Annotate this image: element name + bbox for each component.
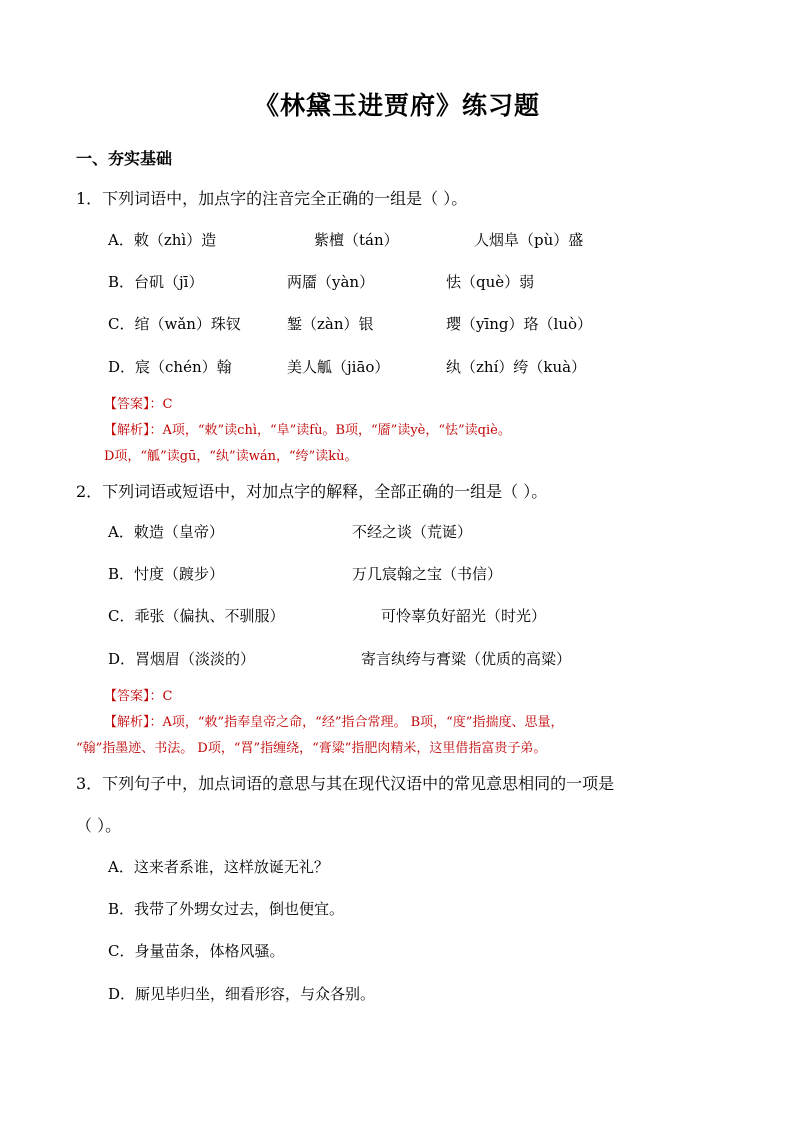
q3-option-c: C．身量苗条，体格风骚。 [108, 942, 285, 960]
section-heading: 一、夯实基础 [76, 149, 173, 168]
q2-option-a-2: 不经之谈（荒诞） [352, 523, 473, 541]
q1-option-d-1: D．宸（chén）翰 [108, 358, 232, 376]
q1-explanation-line-2: D项，“觚”读gū，“纨”读wán，“绔”读kù。 [104, 449, 358, 464]
q1-option-b-1: B．台矶（jī） [108, 273, 204, 291]
q1-option-a-3: 人烟阜（pù）盛 [474, 231, 584, 249]
q1-option-c-2: 錾（zàn）银 [287, 315, 374, 333]
q2-explanation-line-2: “翰”指墨迹、书法。 D项，“罥”指缠绕，“膏粱”指肥肉精米，这里借指富贵子弟。 [76, 741, 547, 756]
q2-explanation-line-1: 【解析】：A项，“敕”指奉皇帝之命，“经”指合常理。 B项，“度”指揣度、思量， [104, 715, 564, 730]
q3-option-b: B．我带了外甥女过去，倒也便宜。 [108, 900, 345, 918]
q2-option-d-1: D．罥烟眉（淡淡的） [108, 650, 256, 668]
q1-option-a-2: 紫檀（tán） [314, 231, 399, 249]
q1-answer: 【答案】：C [104, 397, 173, 412]
q2-option-a-1: A．敕造（皇帝） [108, 523, 224, 541]
question-3-stem-continued: （ ）。 [76, 816, 122, 835]
q2-option-b-1: B．忖度（踱步） [108, 565, 225, 583]
q3-option-a: A．这来者系谁，这样放诞无礼？ [108, 858, 329, 876]
q1-option-b-3: 怯（què）弱 [446, 273, 535, 291]
question-3-stem: 3．下列句子中，加点词语的意思与其在现代汉语中的常见意思相同的一项是 [76, 774, 615, 793]
q1-option-c-1: C．绾（wǎn）珠钗 [108, 315, 241, 333]
q2-option-d-2: 寄言纨绔与膏粱（优质的高粱） [361, 650, 572, 668]
q1-option-d-3: 纨（zhí）绔（kuà） [446, 358, 587, 376]
q1-explanation-line-1: 【解析】：A项，“敕”读chì，“阜”读fù。B项，“靥”读yè，“怯”读qiè。 [104, 423, 511, 438]
question-1-stem: 1．下列词语中，加点字的注音完全正确的一组是（ ）。 [76, 189, 468, 208]
q3-option-d: D．厮见毕归坐，细看形容，与众各别。 [108, 985, 376, 1003]
q1-option-a-1: A．敕（zhì）造 [108, 231, 217, 249]
q1-option-b-2: 两靥（yàn） [287, 273, 375, 291]
q2-option-b-2: 万几宸翰之宝（书信） [352, 565, 503, 583]
q2-answer: 【答案】：C [104, 689, 173, 704]
q2-option-c-2: 可怜辜负好韶光（时光） [381, 607, 547, 625]
q1-option-c-3: 璎（yīng）珞（luò） [446, 315, 593, 333]
page-title: 《林黛玉进贾府》练习题 [253, 91, 540, 120]
question-2-stem: 2．下列词语或短语中，对加点字的解释，全部正确的一组是（ ）。 [76, 482, 548, 501]
q2-option-c-1: C．乖张（偏执、不驯服） [108, 607, 285, 625]
q1-option-d-2: 美人觚（jiāo） [287, 358, 390, 376]
